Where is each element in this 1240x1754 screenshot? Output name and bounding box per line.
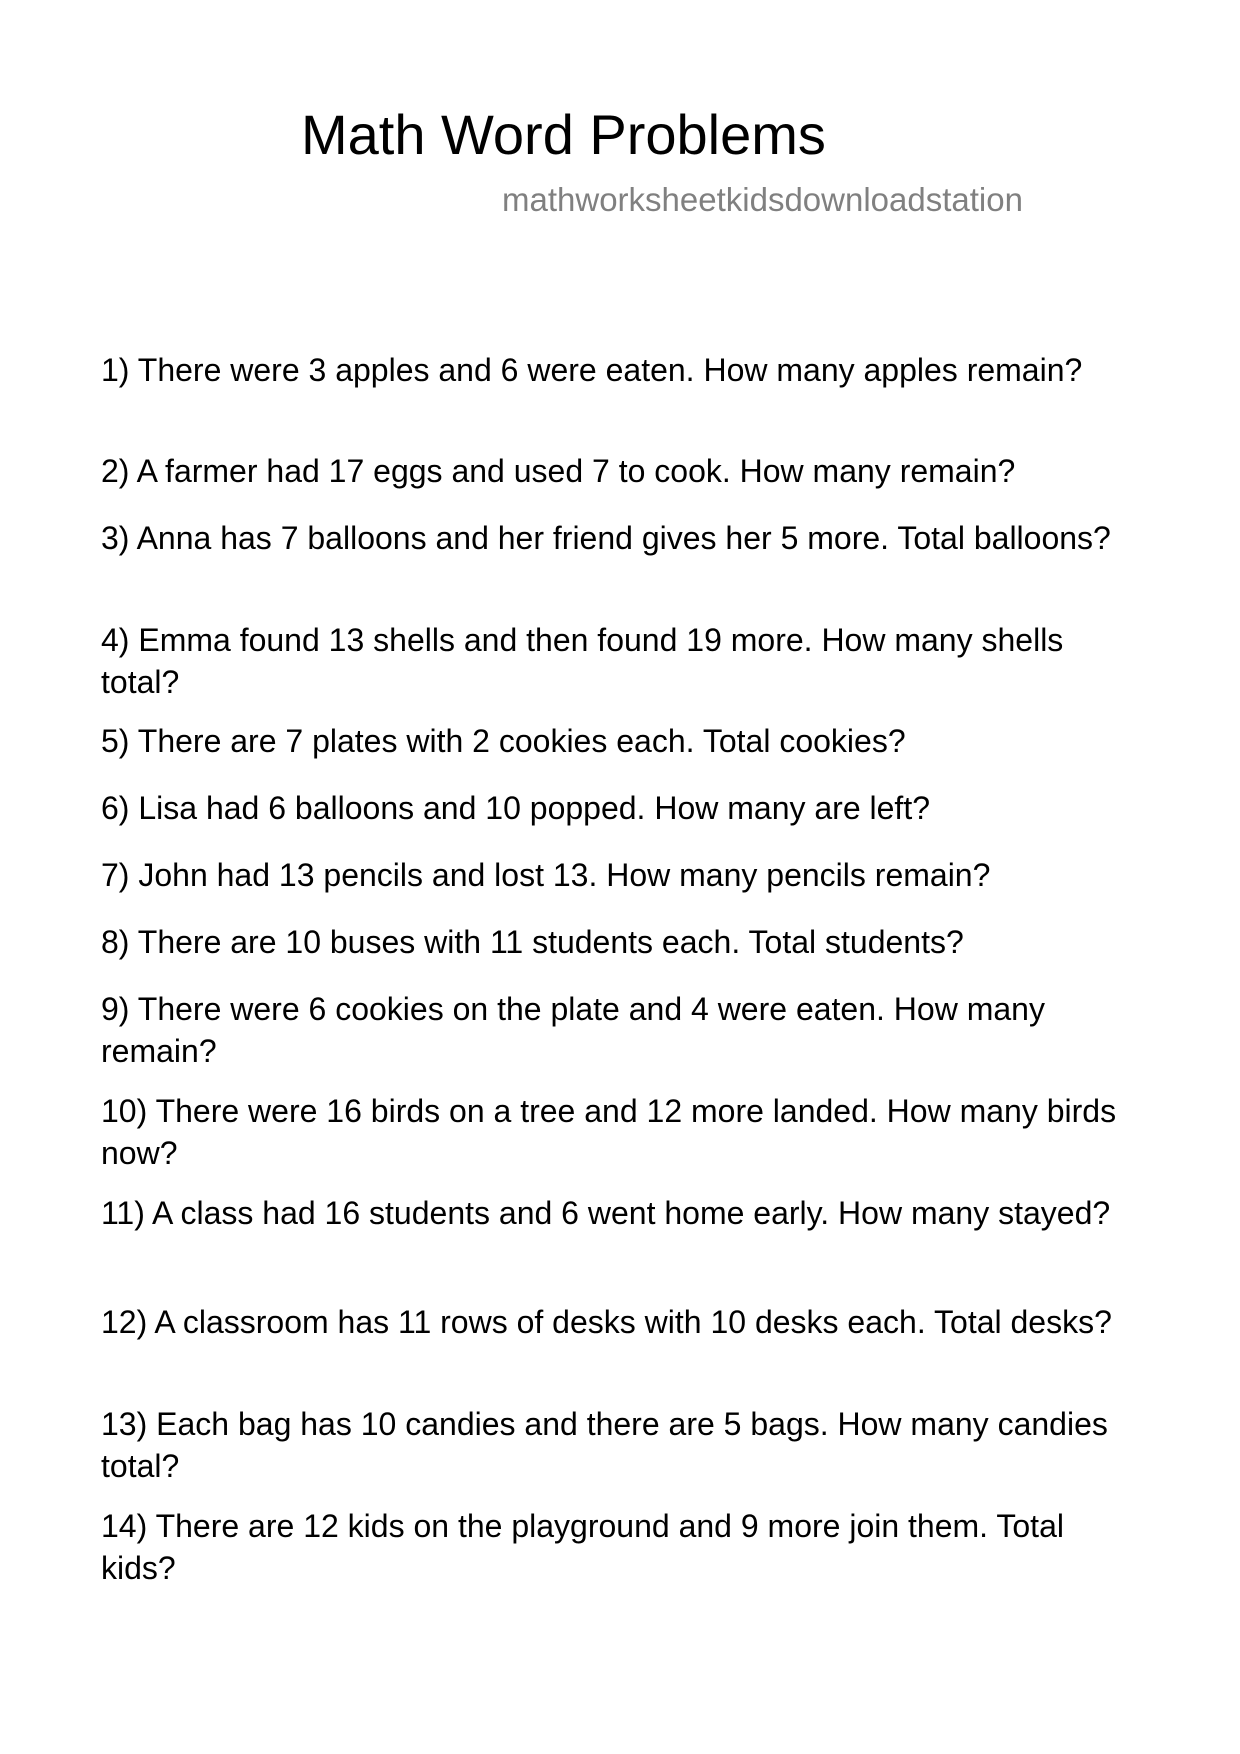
- problem-11: 11) A class had 16 students and 6 went home early. How many stayed?: [101, 1195, 1111, 1231]
- problem-5: 5) There are 7 plates with 2 cookies each. Total cookies?: [101, 723, 906, 759]
- problem-4: 4) Emma found 13 shells and then found 19 more. How many shells total?: [101, 622, 1064, 700]
- problem-8: 8) There are 10 buses with 11 students each. Total students?: [101, 924, 964, 960]
- problem-3: 3) Anna has 7 balloons and her friend gives her 5 more. Total balloons?: [101, 520, 1111, 556]
- page-title: Math Word Problems: [301, 103, 826, 166]
- problem-1: 1) There were 3 apples and 6 were eaten. How many apples remain?: [101, 352, 1083, 388]
- problem-10: 10) There were 16 birds on a tree and 12 more landed. How many birds now?: [101, 1093, 1117, 1171]
- source-watermark: mathworksheetkidsdownloadstation: [502, 181, 1023, 218]
- problem-9: 9) There were 6 cookies on the plate and 4 were eaten. How many remain?: [101, 991, 1045, 1069]
- problem-7: 7) John had 13 pencils and lost 13. How many pencils remain?: [101, 857, 991, 893]
- problem-13: 13) Each bag has 10 candies and there are 5 bags. How many candies total?: [101, 1406, 1108, 1484]
- problem-6: 6) Lisa had 6 balloons and 10 popped. How many are left?: [101, 790, 930, 826]
- problem-12: 12) A classroom has 11 rows of desks with 10 desks each. Total desks?: [101, 1304, 1112, 1340]
- problem-14: 14) There are 12 kids on the playground and 9 more join them. Total kids?: [101, 1508, 1064, 1586]
- problem-2: 2) A farmer had 17 eggs and used 7 to cook. How many remain?: [101, 453, 1016, 489]
